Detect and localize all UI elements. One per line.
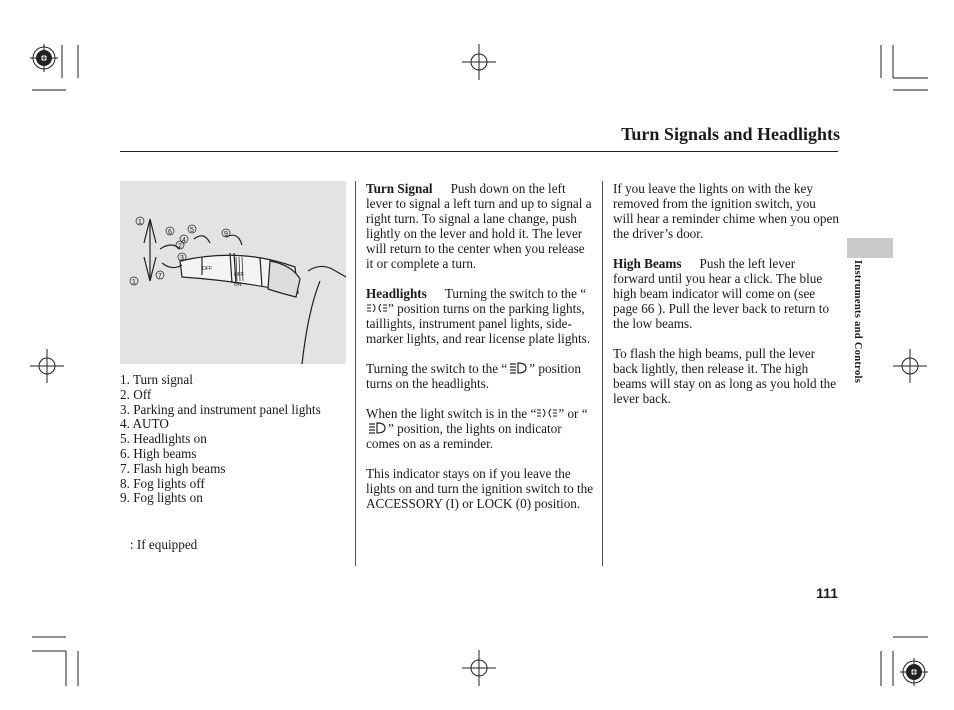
callout-4: 3 (180, 255, 184, 262)
registration-mark-icon (900, 658, 928, 686)
callout-1: 1 (138, 219, 142, 226)
callout-5: 4 (182, 237, 186, 244)
legend-item: 6. High beams (120, 445, 197, 461)
indicator-stays-paragraph: This indicator stays on if you leave the lights on and turn the ignition switch to the ACCESSORY (I) or LOCK (0) position. (366, 466, 594, 511)
high-beams-heading: High Beams (613, 256, 682, 271)
indicator-paragraph: When the light switch is in the “ ” or “” position, the lights on indicator comes on as a reminder. (366, 406, 588, 451)
legend-item: 4. AUTO (120, 416, 169, 432)
legend-item: 5. Headlights on (120, 431, 207, 447)
registration-mark-icon (30, 44, 58, 72)
registration-mark-icon (30, 349, 64, 383)
parking-lights-icon (366, 302, 388, 314)
flash-paragraph: To flash the high beams, pull the lever back lightly, then release it. The high beams will stay on as long as you hold the lever back. (613, 346, 837, 406)
headlights-heading: Headlights (366, 286, 427, 301)
page-title: Turn Signals and Headlights (621, 124, 840, 144)
footnote: : If equipped (129, 537, 198, 552)
switch-label-off: OFF (202, 266, 212, 272)
headlights-paragraph: Headlights Turning the switch to the “” position turns on the parking lights, taillights, instrument panel lights, side-marker lights, and rear license plate lights. (366, 286, 591, 346)
column-divider (355, 181, 356, 566)
legend-item: 7. Flash high beams (120, 460, 226, 476)
parking-lights-icon (536, 407, 558, 419)
page-number: 111 (816, 585, 838, 601)
reminder-paragraph: If you leave the lights on with the key removed from the ignition switch, you will hear a reminder chime when you open the driver’s door. (613, 181, 839, 241)
legend-item: 2. Off (120, 386, 152, 402)
column-turn-signal-headlights (366, 181, 594, 511)
high-beams-paragraph: High Beams Push the left lever forward until you hear a click. The blue high beam indicator will come on (see page 66 ). Pull the lever back to return to the low beams. (613, 256, 830, 331)
legend-item: 8. Fog lights off (120, 475, 205, 491)
registration-mark-icon (462, 650, 496, 686)
legend-item: 1. Turn signal (120, 372, 193, 387)
callout-3: 2 (178, 243, 182, 250)
headlight-icon (507, 362, 529, 374)
turn-signal-paragraph: Turn Signal Push down on the left lever to signal a left turn and up to signal a right turn. To signal a lane change, push lightly on the lever and hold it. The lever will return to the center when you release it or complete a turn. (366, 181, 592, 271)
headlights-on-paragraph: Turning the switch to the “ ” position turns on the headlights. (366, 361, 581, 391)
registration-mark-icon (893, 349, 927, 383)
column-divider (602, 181, 603, 566)
section-tab (847, 238, 893, 258)
switch-label-off-fog: OFF (234, 272, 244, 278)
callout-2: 1 (132, 279, 136, 286)
legend-item: 3. Parking and instrument panel lights (120, 401, 321, 417)
section-label: Instruments and Controls (852, 260, 863, 384)
callout-7: 6 (168, 229, 172, 236)
callout-8: 7 (158, 273, 162, 280)
title-rule (120, 151, 838, 152)
figure-legend (120, 373, 352, 506)
lever-illustration (120, 181, 346, 364)
callout-6: 5 (190, 227, 194, 234)
headlight-icon (366, 422, 388, 434)
registration-mark-icon (462, 44, 496, 80)
column-high-beams (613, 181, 839, 406)
callout-9: 9 (224, 231, 228, 238)
lever-diagram (120, 181, 346, 364)
turn-signal-heading: Turn Signal (366, 181, 433, 196)
switch-label-on-fog: ON (234, 282, 242, 288)
legend-item: 9. Fog lights on (120, 490, 203, 506)
